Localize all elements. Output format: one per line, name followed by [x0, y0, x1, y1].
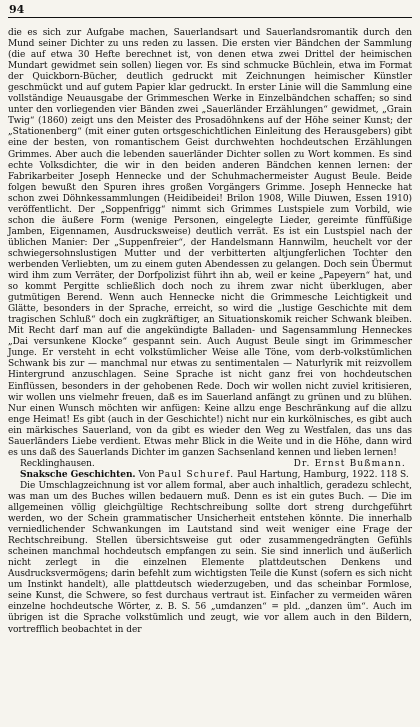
review-place: Recklinghausen. [20, 458, 95, 469]
review-body [8, 28, 412, 636]
page-number: 94 [9, 3, 25, 16]
review-signature [8, 459, 412, 470]
review-heading [8, 470, 412, 481]
book-publication: Paul Hartung, Hamburg, 1922. 118 S. [237, 469, 409, 480]
review-paragraph-2: Die Umschlagzeichnung ist vor allem formal, aber auch inhaltlich, geradezu schlecht, was man um des Buches willen bedauern muß. Denn es ist ein gutes Buch. — Die im allgemeinen völlig gleichgültige Rechtschreibung sollte dort streng durchgeführt werden, wo der Schein grammatischer Unsicherheit entstehen könnte. Die innerhalb verniedlichender Schwankungen im Lautstand sind weit weniger eine Frage der Rechtschreibung. Stellen übersichtsweise gut oder zusammengedrängten Gefühls scheinen manchmal hochdeutsch empfangen zu sein. Sie sind innerlich und äußerlich nicht zerlegt in die einzelnen Elemente plattdeutschen Denkens und Ausdrucksvermögens; darin befehlt zum wichtigsten Teile die Kunst (sofern es sich nicht um Instinkt handelt), alle plattdeutsch wiederzugeben, und das scheinbar Formlose, seine Kunst, die Schwere, so fest durchaus vertraut ist. Einfacher zu vermeiden wären einzelne hochdeutsche Wörter, z. B. S. 56 „umdanzen“ = pld. „danzen üm“. Auch im übrigen ist die Sprache volkstümlich und zeugt, wie vor allem auch in den Bildern, vortrefflich beobachtet in der [8, 480, 412, 635]
review-paragraph: die es sich zur Aufgabe machen, Sauerlandsart und Sauerlandsromantik durch den Mund seiner Dichter zu uns reden zu lassen. Die ersten vier Bändchen der Sammlung (die auf etwa 30 Hefte berechnet ist, von denen etwa zwei Drittel der heimischen Mundart gewidmet sein sollen) liegen vor. Es sind schmucke Büchlein, etwa im Format der Quickborn-Bücher, deutlich gedruckt mit Zeichnungen heimischer Künstler geschmückt und auf gutem Papier klar gedruckt. In erster Linie will die Sammlung eine vollständige Neuausgabe der Grimmeschen Werke in Einzelbändchen schaffen; so sind unter den vorliegenden vier Bänden zwei „Sauerländer Erzählungen“ gewidmet, „Grain Twig“ (1860) zeigt uns den Meister des Prosadöhnkens auf der Höhe seiner Kunst; der „Stationenberg“ (mit einer guten ortsgeschichtlichen Einleitung des Herausgebers) gibt eine der besten, von romantischem Geist durchwehten hochdeutschen Erzählungen Grimmes. Aber auch die lebenden sauerländer Dichter sollen zu Wort kommen. Es sind echte Volksdichter, die wir in den beiden anderen Bändchen kennen lernen: der Fabrikarbeiter Joseph Hennecke und der Schuhmachermeister August Beule. Beide folgen bewußt den Spuren ihres großen Vorgängers Grimme. Joseph Hennecke hat schon zwei Döhnkessammlungen (Heidibeidei! Brilon 1908, Wille Diuwen, Essen 1910) veröffentlicht. Der „Soppenfrigg“ nimmt sich Grimmes Lustspiele zum Vorbild, wie schon die äußere Form (wenige Personen, eingelegte Lieder, gereimte fünffüßige Jamben, Eigennamen, Ausdrucksweise) deutlich verrät. Es ist ein Lustspiel nach der üblichen Manier: Der „Suppenfreier“, der Handelsmann Hannwilm, heuchelt vor der schwiegersohnslustigen Mutter und der verbitterten altjungferlichen Tochter den werbenden Verliebten, um zu einem guten Abendessen zu gelangen. Doch sein Übermut wird ihm zum Verräter, der Dorfpolizist führt ihn ab, weil er keine „Papeyern“ hat, und so kommt Pergitte schließlich doch noch zu ihrem zwar nicht überklugen, aber gutmütigen Berend. Wenn auch Hennecke nicht die Grimmesche Leichtigkeit und Glätte, besonders in der Sprache, erreicht, so wird die „lustige Geschichte mit dem tragischen Schluß“ doch ein zugkräftiger, an Situationskomik reicher Schwank bleiben. Mit Recht darf man auf die angekündigte Balladen- und Sagensammlung Henneckes „Dai versunkene Klocke“ gespannt sein. Auch August Beule singt im Grimmescher Junge. Er versteht in echt volkstümlicher Weise alle Töne, vom derb-volkstümlichen Schwank bis zur — manchmal nur etwas zu sentimentalen — Naturlyrik mit reizvollem Hintergrund anzuschlagen. Seine Sprache ist nicht ganz frei von hochdeutschen Einflüssen, besonders in der gehobenen Rede. Doch wir wollen nicht zuviel kritisieren, wir wollen uns vielmehr freuen, daß es im Sauerland anfängt zu grünen und zu blühen. Nur einen Wunsch möchten wir anfügen: Keine allzu enge Beschränkung auf die allzu enge Heimat! Es gibt (auch in der Geschichte!) nicht nur ein kurkölnisches, es gibt auch ein märkisches Sauerland, von da gibt es wieder den Weg zu Westfalen, das uns das Sauerländers Liebe verdient. Etwas mehr Blick in die Weite und in die Höhe, dann wird es uns daß des Sauerlands Dichter im ganzen Sachsenland kennen und lieben lernen! [8, 28, 412, 458]
book-author: Paul Schuref. [157, 469, 235, 480]
header-rule [8, 17, 412, 18]
book-title: Snaksche Geschichten. [20, 469, 136, 480]
author-prefix: Von [138, 469, 156, 480]
reviewer-name: Dr. Ernst Bußmann. [293, 458, 406, 469]
